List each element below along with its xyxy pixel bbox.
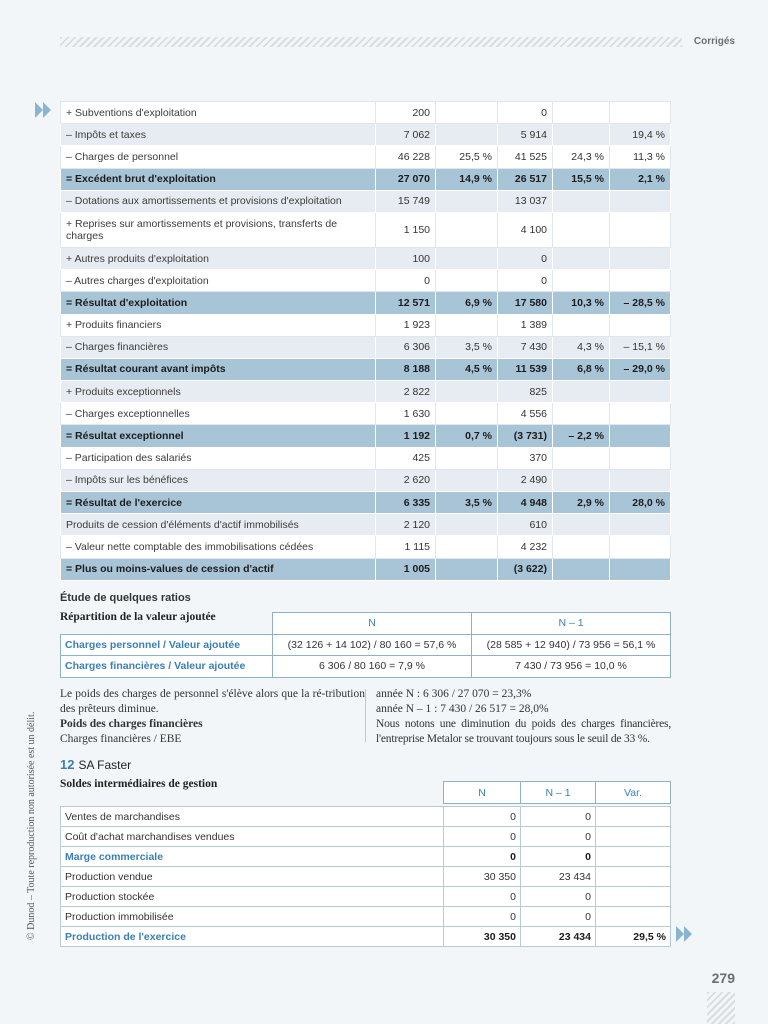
value-n1: 0	[521, 887, 596, 907]
variation	[610, 102, 671, 124]
pct-n	[436, 212, 498, 247]
variation: – 29,0 %	[610, 358, 671, 380]
pct-n1	[553, 536, 610, 558]
variation	[596, 807, 671, 827]
variation	[610, 447, 671, 469]
table-row	[61, 847, 671, 867]
value-n1: 23 434	[521, 867, 596, 887]
continuation-arrow-icon	[676, 926, 696, 942]
value-n: 1 115	[376, 536, 436, 558]
variation	[610, 403, 671, 425]
pct-n: 3,5 %	[436, 492, 498, 514]
value-n: 6 335	[376, 492, 436, 514]
row-label: – Participation des salariés	[61, 447, 376, 469]
pct-n	[436, 558, 498, 580]
commentary-left	[60, 687, 365, 747]
ratios-subheading: Répartition de la valeur ajoutée	[60, 611, 216, 623]
pct-n: 4,5 %	[436, 358, 498, 380]
pct-n1: – 2,2 %	[553, 425, 610, 447]
variation	[610, 212, 671, 247]
pct-n1	[553, 212, 610, 247]
value-n1: 0	[498, 270, 553, 292]
value-n: 46 228	[376, 146, 436, 168]
table-row	[61, 336, 671, 358]
row-label: = Résultat d'exploitation	[61, 292, 376, 314]
pct-n1: 2,9 %	[553, 492, 610, 514]
value-n1: 7 430	[498, 336, 553, 358]
value-n1: 0	[521, 827, 596, 847]
row-label: – Charges financières	[61, 336, 376, 358]
pct-n	[436, 469, 498, 491]
pct-n1	[553, 558, 610, 580]
table-row	[61, 190, 671, 212]
row-label: + Reprises sur amortissements et provisions, transferts de charges	[61, 212, 376, 247]
row-label: + Produits financiers	[61, 314, 376, 336]
row-label: Production vendue	[61, 867, 444, 887]
variation: 19,4 %	[610, 124, 671, 146]
pct-n1	[553, 469, 610, 491]
ratio-value-n1: 7 430 / 73 956 = 10,0 %	[472, 656, 671, 678]
ratio-header-n: N	[273, 613, 472, 635]
row-label: Production de l'exercice	[61, 927, 444, 947]
variation: – 15,1 %	[610, 336, 671, 358]
value-n: 0	[444, 907, 521, 927]
value-n1: 4 100	[498, 212, 553, 247]
table-row	[61, 403, 671, 425]
value-n1: 23 434	[521, 927, 596, 947]
table-row	[61, 807, 671, 827]
row-label: = Résultat exceptionnel	[61, 425, 376, 447]
table-row	[61, 469, 671, 491]
pct-n1	[553, 381, 610, 403]
table-row	[61, 558, 671, 580]
variation	[610, 314, 671, 336]
pct-n1	[553, 403, 610, 425]
pct-n1	[553, 102, 610, 124]
table-row	[61, 314, 671, 336]
table-row	[61, 447, 671, 469]
section-name: SA Faster	[78, 758, 132, 772]
value-n: 100	[376, 247, 436, 269]
pct-n	[436, 314, 498, 336]
pct-n	[436, 536, 498, 558]
variation	[610, 558, 671, 580]
value-n1: 4 232	[498, 536, 553, 558]
value-n: 1 005	[376, 558, 436, 580]
variation: 28,0 %	[610, 492, 671, 514]
value-n1: 13 037	[498, 190, 553, 212]
pct-n	[436, 447, 498, 469]
row-label: – Autres charges d'exploitation	[61, 270, 376, 292]
ratio-label: Charges financières / Valeur ajoutée	[61, 656, 273, 678]
variation	[610, 270, 671, 292]
value-n: 2 822	[376, 381, 436, 403]
table-row	[61, 492, 671, 514]
pct-n: 6,9 %	[436, 292, 498, 314]
value-n: 8 188	[376, 358, 436, 380]
row-label: = Résultat courant avant impôts	[61, 358, 376, 380]
pct-n: 0,7 %	[436, 425, 498, 447]
ratios-heading: Étude de quelques ratios	[60, 592, 191, 604]
value-n1: 0	[498, 247, 553, 269]
pct-n1	[553, 514, 610, 536]
value-n: 1 192	[376, 425, 436, 447]
pct-n1	[553, 447, 610, 469]
value-n: 30 350	[444, 867, 521, 887]
pct-n1: 10,3 %	[553, 292, 610, 314]
row-label: – Impôts sur les bénéfices	[61, 469, 376, 491]
variation	[596, 867, 671, 887]
row-label: – Charges exceptionnelles	[61, 403, 376, 425]
pct-n	[436, 247, 498, 269]
variation	[610, 190, 671, 212]
pct-n	[436, 190, 498, 212]
table-row	[61, 827, 671, 847]
variation	[610, 536, 671, 558]
pct-n1	[553, 190, 610, 212]
value-n: 200	[376, 102, 436, 124]
section-title	[60, 757, 131, 772]
pct-n	[436, 514, 498, 536]
pct-n1: 6,8 %	[553, 358, 610, 380]
value-n: 0	[444, 847, 521, 867]
value-n: 12 571	[376, 292, 436, 314]
row-label: = Plus ou moins-values de cession d'actif	[61, 558, 376, 580]
table-row	[61, 634, 671, 656]
sig-table	[60, 781, 671, 947]
pct-n1	[553, 247, 610, 269]
value-n1: (3 622)	[498, 558, 553, 580]
variation	[610, 425, 671, 447]
pct-n	[436, 102, 498, 124]
sig-header-n: N	[444, 782, 521, 804]
row-label: – Dotations aux amortissements et provisions d'exploitation	[61, 190, 376, 212]
value-n1: 1 389	[498, 314, 553, 336]
soldes-heading: Soldes intermédiaires de gestion	[60, 778, 218, 790]
row-label: – Charges de personnel	[61, 146, 376, 168]
row-label: + Produits exceptionnels	[61, 381, 376, 403]
value-n1: (3 731)	[498, 425, 553, 447]
footer-hatch-decoration	[707, 992, 735, 1024]
value-n: 0	[444, 887, 521, 907]
value-n: 27 070	[376, 168, 436, 190]
value-n: 1 150	[376, 212, 436, 247]
header-hatch-decoration	[60, 37, 682, 47]
row-label: – Impôts et taxes	[61, 124, 376, 146]
value-n: 0	[444, 807, 521, 827]
row-label: Produits de cession d'éléments d'actif immobilisés	[61, 514, 376, 536]
variation	[596, 847, 671, 867]
variation: 11,3 %	[610, 146, 671, 168]
value-n: 7 062	[376, 124, 436, 146]
value-n1: 0	[521, 807, 596, 827]
table-row	[61, 124, 671, 146]
sig-header-blank	[61, 782, 444, 804]
table-row	[61, 168, 671, 190]
variation	[596, 827, 671, 847]
variation	[610, 514, 671, 536]
value-n1: 370	[498, 447, 553, 469]
value-n1: 0	[521, 907, 596, 927]
commentary-line: année N – 1 : 7 430 / 26 517 = 28,0%	[376, 703, 549, 715]
row-label: Production immobilisée	[61, 907, 444, 927]
variation	[610, 469, 671, 491]
ratio-header-n1: N – 1	[472, 613, 671, 635]
column-divider	[365, 689, 366, 742]
value-n: 30 350	[444, 927, 521, 947]
running-head: Corrigés	[693, 36, 735, 47]
value-n: 0	[444, 827, 521, 847]
row-label: Production stockée	[61, 887, 444, 907]
row-label: = Résultat de l'exercice	[61, 492, 376, 514]
pct-n1: 24,3 %	[553, 146, 610, 168]
ratio-value-n: (32 126 + 14 102) / 80 160 = 57,6 %	[273, 634, 472, 656]
table-row	[61, 247, 671, 269]
row-label: Coût d'achat marchandises vendues	[61, 827, 444, 847]
table-row	[61, 212, 671, 247]
table-row	[61, 425, 671, 447]
commentary-paragraph: Charges financières / EBE	[60, 733, 182, 745]
value-n: 6 306	[376, 336, 436, 358]
sig-header-n1: N – 1	[521, 782, 596, 804]
value-n1: 26 517	[498, 168, 553, 190]
value-n1: 825	[498, 381, 553, 403]
row-label: + Autres produits d'exploitation	[61, 247, 376, 269]
row-label: Marge commerciale	[61, 847, 444, 867]
sig-header-var: Var.	[596, 782, 671, 804]
value-n: 425	[376, 447, 436, 469]
value-n: 1 630	[376, 403, 436, 425]
pct-n	[436, 403, 498, 425]
pct-n: 14,9 %	[436, 168, 498, 190]
continuation-arrow-icon	[35, 102, 55, 118]
variation	[596, 887, 671, 907]
value-n1: 17 580	[498, 292, 553, 314]
ratio-label: Charges personnel / Valeur ajoutée	[61, 634, 273, 656]
commentary-paragraph: Le poids des charges de personnel s'élève alors que la ré-tribution des prêteurs diminue.	[60, 688, 365, 715]
value-n1: 5 914	[498, 124, 553, 146]
value-n: 15 749	[376, 190, 436, 212]
table-row	[61, 381, 671, 403]
value-n1: 2 490	[498, 469, 553, 491]
section-number: 12	[60, 757, 75, 772]
table-row	[61, 867, 671, 887]
ratio-value-n1: (28 585 + 12 940) / 73 956 = 56,1 %	[472, 634, 671, 656]
value-n: 0	[376, 270, 436, 292]
page-number: 279	[711, 970, 735, 986]
pct-n	[436, 270, 498, 292]
pct-n	[436, 124, 498, 146]
value-n1: 11 539	[498, 358, 553, 380]
commentary-paragraph: Nous notons une diminution du poids des charges financières, l'entreprise Metalor se trouvant toujours sous le seuil de 33 %.	[376, 718, 671, 745]
copyright-side-note: © Dunod – Toute reproduction non autorisée est un délit.	[26, 711, 37, 940]
table-row	[61, 514, 671, 536]
table-row	[61, 536, 671, 558]
income-statement-table	[60, 101, 671, 581]
ratio-value-n: 6 306 / 80 160 = 7,9 %	[273, 656, 472, 678]
variation	[610, 381, 671, 403]
variation	[610, 247, 671, 269]
pct-n: 25,5 %	[436, 146, 498, 168]
ratio-header-blank	[61, 613, 273, 635]
value-n1: 0	[521, 847, 596, 867]
row-label: – Valeur nette comptable des immobilisations cédées	[61, 536, 376, 558]
table-row	[61, 146, 671, 168]
table-row	[61, 270, 671, 292]
variation: 2,1 %	[610, 168, 671, 190]
commentary-subheading: Poids des charges financières	[60, 718, 203, 730]
value-n1: 4 556	[498, 403, 553, 425]
pct-n1	[553, 314, 610, 336]
value-n1: 0	[498, 102, 553, 124]
commentary-right	[376, 687, 671, 747]
ratio-table	[60, 612, 671, 678]
value-n: 1 923	[376, 314, 436, 336]
value-n1: 610	[498, 514, 553, 536]
row-label: + Subventions d'exploitation	[61, 102, 376, 124]
variation	[596, 907, 671, 927]
row-label: = Excédent brut d'exploitation	[61, 168, 376, 190]
table-row	[61, 102, 671, 124]
commentary-line: année N : 6 306 / 27 070 = 23,3%	[376, 688, 532, 700]
pct-n1	[553, 270, 610, 292]
pct-n	[436, 381, 498, 403]
pct-n: 3,5 %	[436, 336, 498, 358]
variation: 29,5 %	[596, 927, 671, 947]
pct-n1: 4,3 %	[553, 336, 610, 358]
table-row	[61, 927, 671, 947]
table-row	[61, 358, 671, 380]
value-n: 2 620	[376, 469, 436, 491]
row-label: Ventes de marchandises	[61, 807, 444, 827]
pct-n1: 15,5 %	[553, 168, 610, 190]
table-row	[61, 887, 671, 907]
table-row	[61, 656, 671, 678]
table-row	[61, 907, 671, 927]
variation: – 28,5 %	[610, 292, 671, 314]
value-n1: 4 948	[498, 492, 553, 514]
table-row	[61, 292, 671, 314]
value-n1: 41 525	[498, 146, 553, 168]
value-n: 2 120	[376, 514, 436, 536]
pct-n1	[553, 124, 610, 146]
